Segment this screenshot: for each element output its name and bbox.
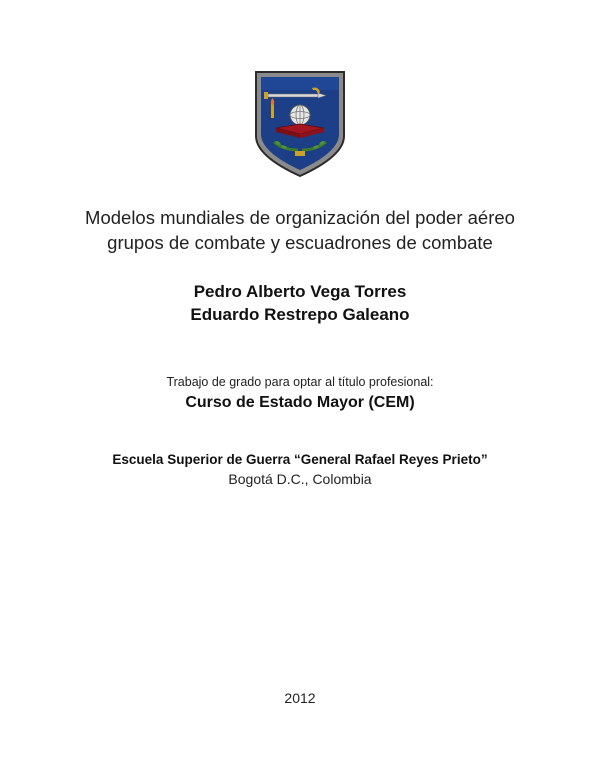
publication-year: 2012 bbox=[284, 690, 316, 706]
author-2: Eduardo Restrepo Galeano bbox=[190, 305, 410, 324]
document-title-line-1: Modelos mundiales de organización del poder aéreo bbox=[85, 207, 515, 228]
military-school-crest-icon bbox=[254, 70, 346, 178]
degree-intro: Trabajo de grado para optar al título profesional: bbox=[166, 375, 434, 389]
institution-name: Escuela Superior de Guerra “General Rafael Reyes Prieto” bbox=[112, 452, 488, 467]
institution-location: Bogotá D.C., Colombia bbox=[228, 471, 372, 487]
document-title-line-2: grupos de combate y escuadrones de combate bbox=[107, 232, 493, 253]
degree-program: Curso de Estado Mayor (CEM) bbox=[185, 394, 415, 411]
author-1: Pedro Alberto Vega Torres bbox=[193, 282, 407, 301]
